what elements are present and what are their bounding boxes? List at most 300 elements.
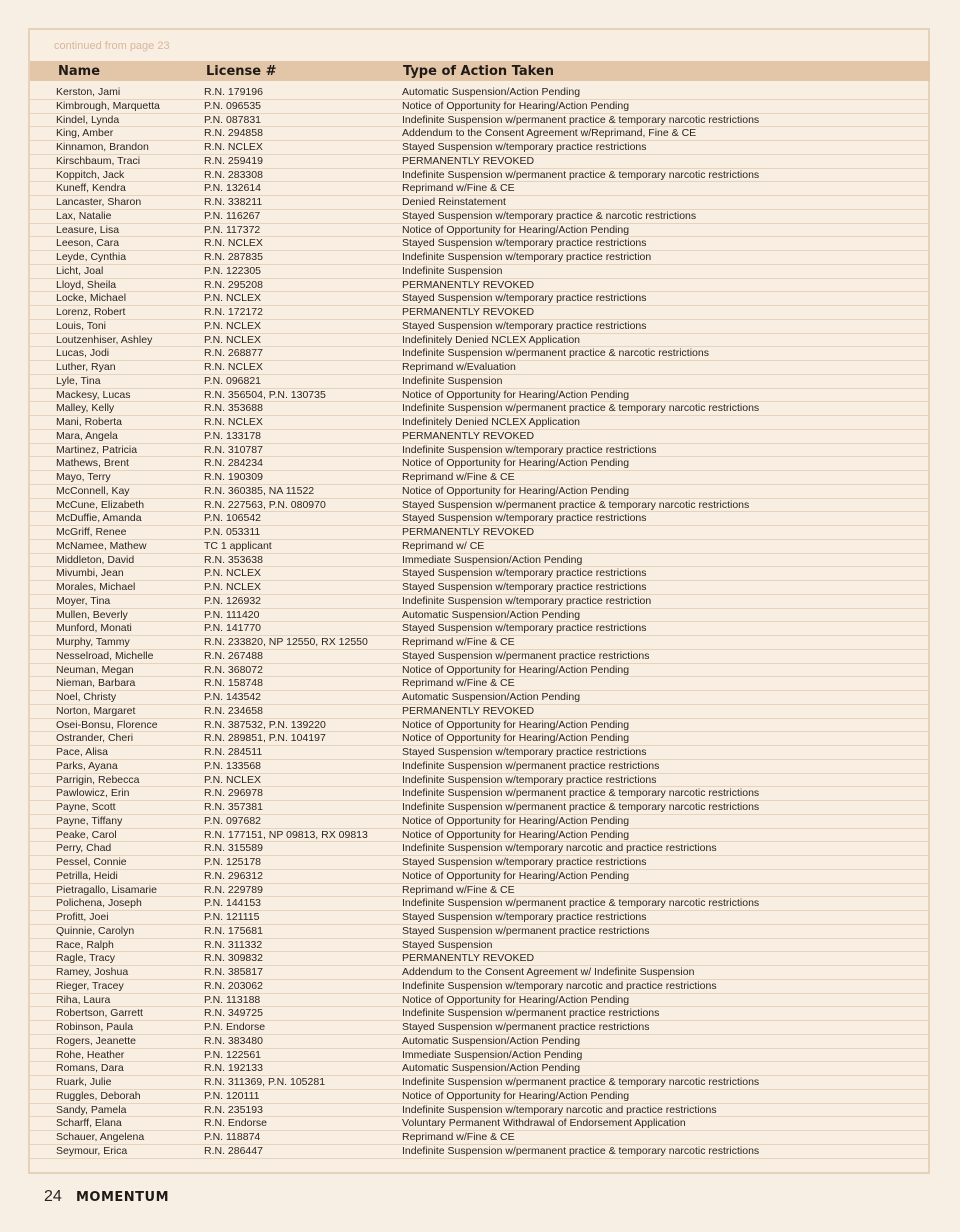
table-row (30, 430, 930, 444)
cell-action: PERMANENTLY REVOKED (402, 952, 535, 965)
cell-name: Murphy, Tammy (56, 636, 130, 648)
cell-name: Leyde, Cynthia (56, 251, 127, 263)
cell-name: Perry, Chad (56, 842, 112, 855)
table-row (30, 540, 930, 554)
cell-license: P.N. 053311 (204, 526, 261, 538)
continued-note: continued from page 23 (54, 40, 170, 52)
table-row (30, 691, 930, 705)
cell-name: Lucas, Jodi (56, 347, 110, 360)
cell-action: Reprimand w/Fine & CE (402, 636, 515, 648)
cell-action: Indefinitely Denied NCLEX Application (402, 416, 581, 428)
table-row (30, 141, 930, 155)
table-row (30, 1076, 930, 1090)
table-row (30, 774, 930, 788)
cell-action: Stayed Suspension w/temporary practice restrictions (402, 237, 647, 250)
cell-license: P.N. 121115 (204, 911, 260, 923)
table-row (30, 760, 930, 774)
cell-action: Indefinite Suspension w/permanent practice restrictions (402, 1007, 660, 1020)
cell-license: R.N. 387532, P.N. 139220 (204, 718, 326, 731)
table-row (30, 127, 930, 141)
table-row (30, 911, 930, 925)
cell-action: Automatic Suspension/Action Pending (402, 1062, 581, 1075)
table-row (30, 554, 930, 568)
cell-action: Immediate Suspension/Action Pending (402, 553, 583, 566)
cell-action: Stayed Suspension w/permanent practice restrictions (402, 924, 650, 937)
cell-name: Malley, Kelly (56, 402, 115, 415)
table-row (30, 402, 930, 416)
cell-action: Reprimand w/ CE (402, 539, 485, 552)
cell-license: R.N. 311332 (204, 938, 263, 951)
cell-name: Mathews, Brent (56, 457, 129, 470)
cell-name: Munford, Monati (56, 622, 132, 635)
table-row (30, 609, 930, 623)
cell-license: R.N. 227563, P.N. 080970 (204, 498, 326, 511)
cell-action: Stayed Suspension w/temporary practice restrictions (402, 512, 647, 525)
cell-action: Automatic Suspension/Action Pending (402, 1034, 581, 1047)
cell-action: Indefinite Suspension w/temporary practice restriction (402, 594, 652, 607)
cell-name: Neuman, Megan (56, 663, 134, 676)
cell-license: R.N. 385817 (204, 966, 263, 978)
cell-action: Indefinite Suspension w/temporary practice restriction (402, 251, 652, 263)
cell-license: P.N. NCLEX (204, 333, 261, 346)
cell-action: Denied Reinstatement (402, 196, 506, 208)
table-row (30, 897, 930, 911)
cell-action: Indefinite Suspension w/temporary narcotic and practice restrictions (402, 1103, 717, 1116)
cell-license: P.N. 132614 (204, 182, 262, 195)
page-number: 24 (44, 1188, 62, 1205)
cell-name: Petrilla, Heidi (56, 869, 118, 882)
cell-license: R.N. 296978 (204, 787, 263, 800)
cell-license: P.N. 096821 (204, 374, 262, 387)
cell-action: Stayed Suspension w/temporary practice restrictions (402, 581, 647, 593)
cell-license: R.N. 192133 (204, 1062, 263, 1075)
cell-license: P.N. NCLEX (204, 567, 261, 580)
cell-name: Licht, Joal (56, 264, 104, 277)
cell-action: Automatic Suspension/Action Pending (402, 608, 581, 621)
cell-license: P.N. Endorse (204, 1021, 266, 1033)
cell-action: Automatic Suspension/Action Pending (402, 86, 581, 98)
cell-license: R.N. 289851, P.N. 104197 (204, 732, 326, 745)
cell-license: R.N. 356504, P.N. 130735 (204, 388, 326, 401)
table-row (30, 114, 930, 128)
table-row (30, 361, 930, 375)
table-row (30, 499, 930, 513)
cell-name: Rieger, Tracey (56, 979, 124, 992)
cell-action: Notice of Opportunity for Hearing/Action Pending (402, 732, 630, 745)
cell-action: Notice of Opportunity for Hearing/Action Pending (402, 388, 630, 401)
cell-license: R.N. 177151, NP 09813, RX 09813 (204, 828, 368, 841)
cell-license: P.N. 087831 (204, 113, 262, 126)
cell-action: Notice of Opportunity for Hearing/Action Pending (402, 663, 630, 676)
table-row (30, 196, 930, 210)
cell-name: Ostrander, Cheri (56, 732, 134, 745)
cell-name: Luther, Ryan (56, 361, 116, 373)
cell-license: R.N. 268877 (204, 347, 263, 360)
cell-name: Lyle, Tina (56, 374, 101, 387)
cell-action: Indefinite Suspension w/permanent practice restrictions (402, 759, 660, 772)
cell-license: R.N. 360385, NA 11522 (204, 484, 315, 497)
cell-action: Automatic Suspension/Action Pending (402, 691, 581, 703)
cell-name: Profitt, Joei (56, 911, 109, 923)
cell-license: P.N. 133178 (204, 429, 262, 442)
table-row (30, 980, 930, 994)
cell-name: Romans, Dara (56, 1062, 124, 1075)
cell-name: Pace, Alisa (56, 746, 108, 758)
table-row (30, 746, 930, 760)
cell-license: R.N. 368072 (204, 663, 263, 676)
cell-license: P.N. NCLEX (204, 319, 261, 332)
cell-action: Indefinite Suspension w/temporary narcotic and practice restrictions (402, 979, 717, 992)
table-row (30, 237, 930, 251)
table-row (30, 787, 930, 801)
cell-name: Mivumbi, Jean (56, 567, 124, 580)
cell-action: Addendum to the Consent Agreement w/ Indefinite Suspension (402, 966, 695, 978)
table-row (30, 389, 930, 403)
cell-action: Reprimand w/Fine & CE (402, 1131, 515, 1143)
cell-name: Mara, Angela (56, 429, 118, 442)
cell-action: Stayed Suspension w/temporary practice restrictions (402, 856, 647, 868)
table-body (30, 86, 930, 1159)
table-row (30, 595, 930, 609)
cell-license: R.N. NCLEX (204, 141, 263, 153)
cell-name: Moyer, Tina (56, 594, 111, 607)
cell-action: Addendum to the Consent Agreement w/Reprimand, Fine & CE (402, 127, 697, 140)
cell-action: Notice of Opportunity for Hearing/Action Pending (402, 718, 630, 731)
cell-action: Indefinite Suspension w/permanent practice & temporary narcotic restrictions (402, 1144, 760, 1157)
cell-action: Stayed Suspension w/permanent practice restrictions (402, 649, 650, 662)
cell-name: Payne, Tiffany (56, 814, 123, 827)
cell-name: Norton, Margaret (56, 704, 136, 717)
table-row (30, 581, 930, 595)
cell-name: Sandy, Pamela (56, 1103, 127, 1116)
cell-action: Stayed Suspension w/temporary practice & narcotic restrictions (402, 209, 697, 222)
table-row (30, 925, 930, 939)
cell-name: Leeson, Cara (56, 237, 120, 250)
cell-action: Stayed Suspension w/temporary practice restrictions (402, 141, 647, 153)
table-row (30, 677, 930, 691)
table-row (30, 457, 930, 471)
table-row (30, 1021, 930, 1035)
table-row (30, 884, 930, 898)
cell-action: Reprimand w/Fine & CE (402, 883, 515, 896)
cell-license: R.N. NCLEX (204, 237, 263, 250)
cell-license: P.N. NCLEX (204, 581, 261, 593)
cell-action: Indefinite Suspension w/permanent practice & temporary narcotic restrictions (402, 897, 760, 910)
cell-name: McConnell, Kay (56, 484, 130, 497)
table-row (30, 815, 930, 829)
cell-action: Notice of Opportunity for Hearing/Action Pending (402, 1089, 630, 1102)
cell-name: Rohe, Heather (56, 1048, 125, 1061)
cell-name: Mackesy, Lucas (56, 388, 131, 401)
cell-license: R.N. 190309 (204, 471, 263, 483)
cell-action: Indefinite Suspension w/temporary practice restrictions (402, 443, 657, 456)
table-row (30, 279, 930, 293)
table-row (30, 1145, 930, 1159)
cell-action: Indefinite Suspension w/temporary practice restrictions (402, 773, 657, 786)
cell-action: Stayed Suspension w/temporary practice restrictions (402, 746, 647, 758)
cell-name: Louis, Toni (56, 319, 107, 332)
table-row (30, 870, 930, 884)
cell-name: Scharff, Elana (56, 1117, 122, 1130)
table-row (30, 292, 930, 306)
cell-action: Notice of Opportunity for Hearing/Action Pending (402, 99, 630, 112)
cell-name: Lax, Natalie (56, 209, 112, 222)
cell-action: Reprimand w/Fine & CE (402, 182, 515, 195)
cell-name: Ruggles, Deborah (56, 1089, 141, 1102)
cell-name: Lloyd, Sheila (56, 278, 117, 291)
cell-license: R.N. 229789 (204, 883, 263, 896)
cell-license: P.N. 096535 (204, 99, 262, 112)
cell-action: Notice of Opportunity for Hearing/Action Pending (402, 993, 630, 1006)
cell-name: Payne, Scott (56, 801, 116, 813)
cell-name: Pessel, Connie (56, 856, 127, 868)
cell-action: PERMANENTLY REVOKED (402, 429, 535, 442)
cell-name: Koppitch, Jack (56, 168, 125, 181)
cell-license: R.N. 383480 (204, 1034, 263, 1047)
column-header-action: Type of Action Taken (403, 64, 555, 79)
cell-license: R.N. 203062 (204, 979, 263, 992)
table-row (30, 1035, 930, 1049)
cell-license: P.N. 133568 (204, 759, 262, 772)
cell-license: R.N. 310787 (204, 443, 263, 456)
cell-license: R.N. 175681 (204, 924, 263, 937)
cell-license: R.N. 283308 (204, 168, 263, 181)
cell-name: Peake, Carol (56, 828, 117, 841)
cell-action: PERMANENTLY REVOKED (402, 704, 535, 717)
cell-name: Ragle, Tracy (56, 952, 115, 965)
cell-name: Noel, Christy (56, 691, 117, 703)
cell-name: Lancaster, Sharon (56, 196, 142, 208)
cell-license: R.N. 172172 (204, 306, 263, 318)
cell-name: Robinson, Paula (56, 1021, 134, 1033)
table-row (30, 1104, 930, 1118)
table-row (30, 100, 930, 114)
cell-action: Reprimand w/Evaluation (402, 361, 516, 373)
cell-action: Indefinite Suspension w/permanent practice & temporary narcotic restrictions (402, 1076, 760, 1088)
cell-name: King, Amber (56, 127, 114, 140)
table-row (30, 210, 930, 224)
cell-name: Schauer, Angelena (56, 1131, 145, 1143)
cell-name: Nesselroad, Michelle (56, 649, 154, 662)
cell-name: Mani, Roberta (56, 416, 122, 428)
table-row (30, 842, 930, 856)
cell-name: Leasure, Lisa (56, 223, 120, 236)
cell-action: Indefinite Suspension w/permanent practice & temporary narcotic restrictions (402, 113, 760, 126)
table-row (30, 471, 930, 485)
table-row (30, 622, 930, 636)
cell-name: Kirschbaum, Traci (56, 154, 141, 167)
cell-license: P.N. 120111 (204, 1089, 260, 1102)
cell-action: Notice of Opportunity for Hearing/Action Pending (402, 869, 630, 882)
cell-name: Race, Ralph (56, 938, 114, 951)
cell-license: R.N. 234658 (204, 704, 263, 717)
cell-license: P.N. 097682 (204, 814, 262, 827)
cell-license: P.N. 125178 (204, 856, 262, 868)
cell-name: Martinez, Patricia (56, 443, 138, 456)
cell-action: Indefinite Suspension w/temporary narcotic and practice restrictions (402, 842, 717, 855)
table-row (30, 265, 930, 279)
cell-action: Stayed Suspension w/permanent practice restrictions (402, 1021, 650, 1033)
table-row (30, 320, 930, 334)
cell-name: Kuneff, Kendra (56, 182, 126, 195)
cell-action: Stayed Suspension w/temporary practice restrictions (402, 567, 647, 580)
cell-license: R.N. 267488 (204, 649, 263, 662)
table-row (30, 347, 930, 361)
cell-license: P.N. 111420 (204, 608, 260, 621)
cell-name: Seymour, Erica (56, 1144, 128, 1157)
table-row (30, 829, 930, 843)
cell-license: R.N. 286447 (204, 1144, 263, 1157)
cell-name: Osei-Bonsu, Florence (56, 718, 158, 731)
cell-action: Indefinite Suspension w/permanent practice & temporary narcotic restrictions (402, 801, 760, 813)
cell-name: Ramey, Joshua (56, 966, 129, 978)
cell-license: P.N. 106542 (204, 512, 262, 525)
cell-license: P.N. NCLEX (204, 773, 261, 786)
cell-license: P.N. 143542 (204, 691, 262, 703)
cell-license: R.N. 294858 (204, 127, 263, 140)
cell-action: Indefinite Suspension w/permanent practice & temporary narcotic restrictions (402, 168, 760, 181)
table-row (30, 86, 930, 100)
table-row (30, 664, 930, 678)
table-row (30, 416, 930, 430)
table-row (30, 994, 930, 1008)
table-row (30, 801, 930, 815)
table-row (30, 485, 930, 499)
table-row (30, 512, 930, 526)
cell-license: P.N. 126932 (204, 594, 262, 607)
cell-license: P.N. 141770 (204, 622, 262, 635)
cell-license: P.N. 122561 (204, 1048, 262, 1061)
cell-name: Pawlowicz, Erin (56, 787, 130, 800)
cell-license: R.N. 296312 (204, 869, 263, 882)
cell-name: Riha, Laura (56, 993, 111, 1006)
cell-name: Kinnamon, Brandon (56, 141, 149, 153)
cell-name: Kimbrough, Marquetta (56, 99, 160, 112)
cell-license: P.N. 122305 (204, 264, 262, 277)
cell-license: P.N. NCLEX (204, 292, 261, 305)
table-row (30, 952, 930, 966)
table-row (30, 1007, 930, 1021)
cell-name: Pietragallo, Lisamarie (56, 883, 157, 896)
cell-action: Indefinite Suspension w/permanent practice & temporary narcotic restrictions (402, 402, 760, 415)
cell-action: Notice of Opportunity for Hearing/Action Pending (402, 484, 630, 497)
cell-license: R.N. 158748 (204, 677, 263, 690)
table-row (30, 939, 930, 953)
table-row (30, 966, 930, 980)
cell-name: Kindel, Lynda (56, 113, 120, 126)
cell-license: R.N. Endorse (204, 1117, 268, 1130)
table-row (30, 636, 930, 650)
cell-name: Ruark, Julie (56, 1076, 112, 1088)
cell-name: Mayo, Terry (56, 471, 111, 483)
table-row (30, 650, 930, 664)
cell-license: R.N. 338211 (204, 196, 263, 208)
cell-license: R.N. 233820, NP 12550, RX 12550 (204, 636, 368, 648)
cell-license: R.N. 309832 (204, 952, 263, 965)
cell-license: R.N. 353638 (204, 553, 263, 566)
cell-license: R.N. 315589 (204, 842, 263, 855)
cell-name: Parrigin, Rebecca (56, 773, 140, 786)
cell-name: McGriff, Renee (56, 526, 127, 538)
cell-name: Robertson, Garrett (56, 1007, 143, 1020)
cell-action: Stayed Suspension w/temporary practice restrictions (402, 292, 647, 305)
cell-license: R.N. 311369, P.N. 105281 (204, 1076, 326, 1088)
cell-action: Indefinite Suspension (402, 374, 503, 387)
cell-action: Stayed Suspension w/temporary practice restrictions (402, 622, 647, 635)
cell-name: McDuffie, Amanda (56, 512, 142, 525)
cell-license: R.N. NCLEX (204, 416, 263, 428)
cell-name: McCune, Elizabeth (56, 498, 145, 511)
cell-license: R.N. 295208 (204, 278, 263, 291)
cell-name: Lorenz, Robert (56, 306, 126, 318)
table-row (30, 732, 930, 746)
cell-name: Nieman, Barbara (56, 677, 136, 690)
cell-action: PERMANENTLY REVOKED (402, 306, 535, 318)
cell-name: Kerston, Jami (56, 86, 121, 98)
cell-action: Indefinite Suspension w/permanent practice & temporary narcotic restrictions (402, 787, 760, 800)
cell-license: R.N. NCLEX (204, 361, 263, 373)
table-row (30, 1117, 930, 1131)
cell-action: Stayed Suspension w/temporary practice restrictions (402, 319, 647, 332)
table-row (30, 306, 930, 320)
cell-license: R.N. 284234 (204, 457, 263, 470)
table-row (30, 1090, 930, 1104)
cell-action: Notice of Opportunity for Hearing/Action Pending (402, 223, 630, 236)
cell-action: PERMANENTLY REVOKED (402, 154, 535, 167)
cell-license: R.N. 179196 (204, 86, 263, 98)
table-row (30, 567, 930, 581)
cell-action: Indefinitely Denied NCLEX Application (402, 333, 581, 346)
table-row (30, 705, 930, 719)
table-row (30, 444, 930, 458)
cell-action: Stayed Suspension (402, 938, 493, 951)
cell-license: R.N. 287835 (204, 251, 263, 263)
cell-action: Immediate Suspension/Action Pending (402, 1048, 583, 1061)
cell-license: P.N. 118874 (204, 1131, 261, 1143)
cell-license: P.N. 117372 (204, 223, 261, 236)
table-row (30, 1131, 930, 1145)
cell-name: Middleton, David (56, 553, 135, 566)
cell-action: Reprimand w/Fine & CE (402, 677, 515, 690)
cell-name: Quinnie, Carolyn (56, 924, 135, 937)
table-row (30, 169, 930, 183)
column-header-license: License # (206, 64, 277, 79)
cell-name: Locke, Michael (56, 292, 127, 305)
table-row (30, 526, 930, 540)
table-row (30, 182, 930, 196)
cell-license: R.N. 284511 (204, 746, 263, 758)
cell-license: R.N. 259419 (204, 154, 263, 167)
cell-action: Voluntary Permanent Withdrawal of Endorsement Application (402, 1117, 686, 1130)
cell-action: Notice of Opportunity for Hearing/Action Pending (402, 457, 630, 470)
cell-action: Indefinite Suspension (402, 264, 503, 277)
cell-action: Stayed Suspension w/permanent practice & temporary narcotic restrictions (402, 498, 750, 511)
cell-action: Notice of Opportunity for Hearing/Action Pending (402, 814, 630, 827)
cell-action: Reprimand w/Fine & CE (402, 471, 515, 483)
cell-action: Notice of Opportunity for Hearing/Action Pending (402, 828, 630, 841)
cell-name: Mullen, Beverly (56, 608, 128, 621)
table-row (30, 1049, 930, 1063)
cell-name: Morales, Michael (56, 581, 136, 593)
cell-license: P.N. 144153 (204, 897, 262, 910)
table-row (30, 224, 930, 238)
publication-title: MOMENTUM (76, 1190, 170, 1205)
cell-license: P.N. 113188 (204, 993, 261, 1006)
table-row (30, 856, 930, 870)
cell-license: R.N. 235193 (204, 1103, 263, 1116)
table-row (30, 334, 930, 348)
cell-action: Indefinite Suspension w/permanent practice & narcotic restrictions (402, 347, 709, 360)
